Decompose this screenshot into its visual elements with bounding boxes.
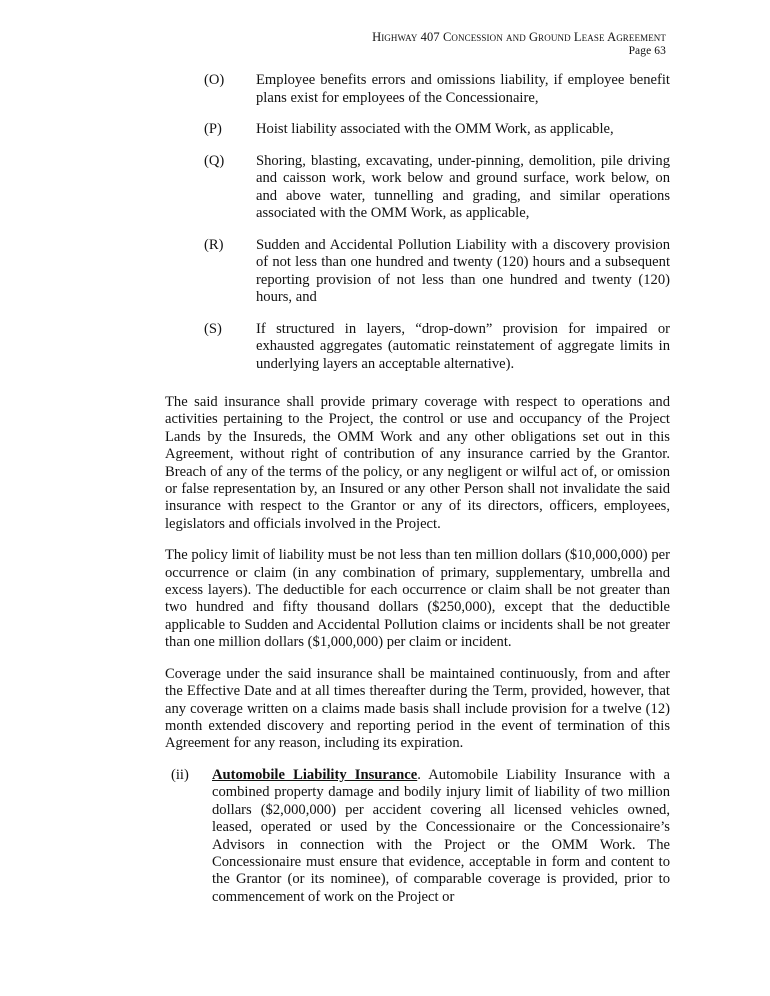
- list-item: [204, 237, 670, 307]
- paragraph-policy-limit: The policy limit of liability must be not less than ten million dollars ($10,000,000) per occurrence or claim (in any combination of primary, supplementary, umbrella and excess layers). The deductible for each occurrence or claim shall be not greater than two hundred and fifty thousand dollars ($250,000), except that the deductible applicable to Sudden and Accidental Pollution claims or incidents shall be not greater than one million dollars ($1,000,000) per claim or incident.: [165, 547, 670, 651]
- coverage-list: [204, 72, 670, 387]
- list-item-label: (R): [204, 236, 224, 253]
- paragraph-primary-coverage: The said insurance shall provide primary coverage with respect to operations and activities pertaining to the Project, the control or use and occupancy of the Project Lands by the Insureds, the OMM Work and any other obligations set out in this Agreement, without right of contribution of any insurance carried by the Grantor. Breach of any of the terms of the policy, or any negligent or wilful act of, or omission or false representation by, an Insured or any other Person shall not invalidate the said insurance with respect to the Grantor or any of its directors, officers, employees, legislators and officials involved in the Project.: [165, 394, 670, 532]
- list-item: [204, 72, 670, 107]
- list-item-text: Shoring, blasting, excavating, under-pinning, demolition, pile driving and caisson work, work below and ground surface, work below, on and above water, tunnelling and grading, and similar operations associated with the OMM Work, as applicable,: [256, 152, 670, 221]
- running-header: [372, 30, 666, 58]
- list-item: [204, 321, 670, 374]
- list-item: [204, 153, 670, 223]
- list-item: [204, 121, 670, 139]
- list-item-text: Hoist liability associated with the OMM Work, as applicable,: [256, 121, 614, 137]
- subsection-content: [171, 767, 670, 906]
- subsection-automobile-liability: [171, 767, 670, 906]
- page-number: Page 63: [628, 45, 666, 57]
- list-item-text: Employee benefits errors and omissions liability, if employee benefit plans exist for employees of the Concessionaire,: [256, 72, 670, 106]
- subsection-label: (ii): [171, 767, 189, 783]
- subsection-text: . Automobile Liability Insurance with a combined property damage and bodily injury limit of liability of two million dollars ($2,000,000) per accident covering all licensed vehicles owned, leased, operated or used by the Concessionaire or the Concessionaire’s Advisors in connection with the Project or the OMM Work. The Concessionaire must ensure that evidence, acceptable in form and content to the Grantor (or its nominee), of comparable coverage is provided, prior to commencement of work on the Project or: [212, 767, 670, 905]
- body-text: [165, 394, 670, 767]
- header-title: Highway 407 Concession and Ground Lease Agreement: [372, 30, 666, 44]
- list-item-label: (S): [204, 320, 222, 337]
- list-item-text: Sudden and Accidental Pollution Liability with a discovery provision of not less than one hundred and twenty (120) hours and a subsequent reporting provision of not less than one hundred and twenty (120) hours, and: [256, 236, 670, 305]
- list-item-label: (O): [204, 72, 225, 88]
- list-item-text: If structured in layers, “drop-down” provision for impaired or exhausted aggregates (automatic reinstatement of aggregate limits in underlying layers an acceptable alternative).: [256, 320, 670, 372]
- list-item-label: (P): [204, 121, 222, 137]
- list-item-label: (Q): [204, 152, 225, 169]
- subsection-heading: Automobile Liability Insurance: [212, 767, 418, 783]
- paragraph-coverage-term: Coverage under the said insurance shall be maintained continuously, from and after the Effective Date and at all times thereafter during the Term, provided, however, that any coverage written on a claims made basis shall include provision for a twelve (12) month extended discovery and reporting period in the event of termination of this Agreement for any reason, including its expiration.: [165, 665, 670, 752]
